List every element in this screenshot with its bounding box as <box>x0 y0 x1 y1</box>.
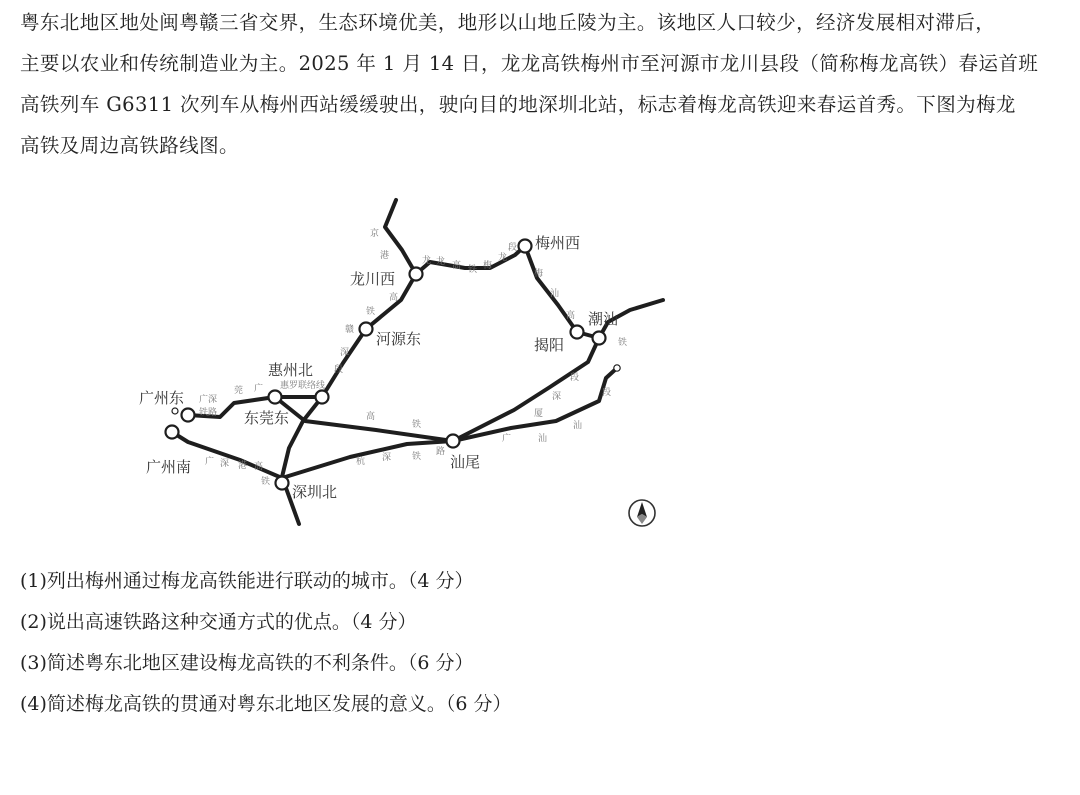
terminus-node-xiamen <box>614 365 620 371</box>
line-label: 龙 <box>498 253 508 263</box>
line-label: 深 <box>340 348 350 358</box>
station-node-meizhouxi <box>519 240 532 253</box>
intro-line: 高铁及周边高铁路线图。 <box>20 134 239 157</box>
station-node-guangzhounan <box>166 426 179 439</box>
line-label: 广深 <box>199 395 218 405</box>
line-label: 港 <box>380 251 390 261</box>
line-label: 龙 <box>422 256 432 266</box>
line-label: 港 <box>238 461 248 471</box>
line-label: 汕 <box>573 421 583 431</box>
line-label: 高 <box>366 412 376 422</box>
line-label: 汕 <box>550 289 560 299</box>
question-item: (4)简述梅龙高铁的贯通对粤东北地区发展的意义。（6 分） <box>20 693 512 715</box>
intro-line: 粤东北地区地处闽粤赣三省交界，生态环境优美，地形以山地丘陵为主。该地区人口较少，经济发展相对滞后， <box>20 11 996 34</box>
line-label: 高 <box>389 293 399 303</box>
station-label-huizhoubei: 惠州北 <box>268 361 314 379</box>
line-label: 铁 <box>618 338 628 348</box>
station-label-meizhouxi: 梅州西 <box>535 234 581 252</box>
line-label: 高 <box>566 311 576 321</box>
station-label-longchuanxi: 龙川西 <box>350 270 396 288</box>
rail-jinggang-north <box>385 200 416 274</box>
question-item: (3)简述粤东北地区建设梅龙高铁的不利条件。（6 分） <box>20 652 474 674</box>
line-label: 厦 <box>534 409 544 419</box>
railway-map <box>130 190 680 535</box>
line-label: 段 <box>508 243 518 253</box>
line-label: 赣 <box>345 325 355 335</box>
line-label: 段 <box>334 365 344 375</box>
line-label: 深 <box>552 392 562 402</box>
line-label: 梅 <box>534 269 544 279</box>
line-label: 铁 <box>468 265 478 275</box>
intro-line: 高铁列车 G6311 次列车从梅州西站缓缓驶出，驶向目的地深圳北站，标志着梅龙高铁迎来春运首秀。下图为梅龙 <box>20 93 1016 116</box>
line-label: 杭 <box>356 457 366 467</box>
line-label: 深 <box>220 459 230 469</box>
station-node-shanwei <box>447 435 460 448</box>
line-label: 广 <box>205 457 215 467</box>
station-node-dongguandong <box>269 391 282 404</box>
station-label-jieyang: 揭阳 <box>534 336 565 354</box>
station-node-guangzhoudong <box>182 409 195 422</box>
north-arrow-icon <box>629 500 655 526</box>
intro-paragraph <box>20 2 1070 166</box>
station-label-guangzhounan: 广州南 <box>146 458 192 476</box>
station-label-guangzhoudong: 广州东 <box>139 389 185 407</box>
station-label-dongguandong: 东莞东 <box>244 409 290 427</box>
question-item: (2)说出高速铁路这种交通方式的优点。（4 分） <box>20 611 417 633</box>
line-label: 段 <box>602 388 612 398</box>
line-label: 路 <box>436 447 446 457</box>
question-list <box>20 561 512 725</box>
station-label-shenzhenbei: 深圳北 <box>292 483 338 501</box>
line-label: 铁 <box>412 452 422 462</box>
line-label: 梅 <box>483 261 493 271</box>
station-node-heyuandong <box>360 323 373 336</box>
line-label: 高 <box>452 261 462 271</box>
line-label: 京 <box>370 229 380 239</box>
line-label: 铁 <box>261 477 271 487</box>
intro-line: 主要以农业和传统制造业为主。2025 年 1 月 14 日，龙龙高铁梅州市至河源市龙川县段（简称梅龙高铁）春运首班 <box>20 52 1039 75</box>
rail-hangshen <box>282 441 453 478</box>
line-label: 铁 <box>412 420 422 430</box>
station-node-jieyang <box>571 326 584 339</box>
line-label: 广 <box>502 434 512 444</box>
line-label: 高 <box>254 462 264 472</box>
line-label: 龙 <box>436 257 446 267</box>
line-label: 段 <box>570 373 580 383</box>
station-node-huizhoubei <box>316 391 329 404</box>
terminus-node-guangzhou <box>172 408 178 414</box>
line-label: 广 <box>254 384 264 394</box>
station-node-shenzhenbei <box>276 477 289 490</box>
rail-gaotie-middle <box>275 397 453 441</box>
question-item: (1)列出梅州通过梅龙高铁能进行联动的城市。（4 分） <box>20 570 474 592</box>
line-label: 深 <box>382 453 392 463</box>
line-label: 铁路 <box>199 408 218 418</box>
line-label: 铁 <box>366 307 376 317</box>
station-label-heyuandong: 河源东 <box>376 330 422 348</box>
station-node-longchuanxi <box>410 268 423 281</box>
line-label: 汕 <box>538 434 548 444</box>
station-node-chaoshan <box>593 332 606 345</box>
line-label: 莞 <box>234 386 244 396</box>
railway-map-svg <box>130 190 680 535</box>
station-label-shanwei: 汕尾 <box>450 453 481 471</box>
line-label: 惠罗联络线 <box>280 381 326 391</box>
station-label-chaoshan: 潮汕 <box>588 310 619 328</box>
